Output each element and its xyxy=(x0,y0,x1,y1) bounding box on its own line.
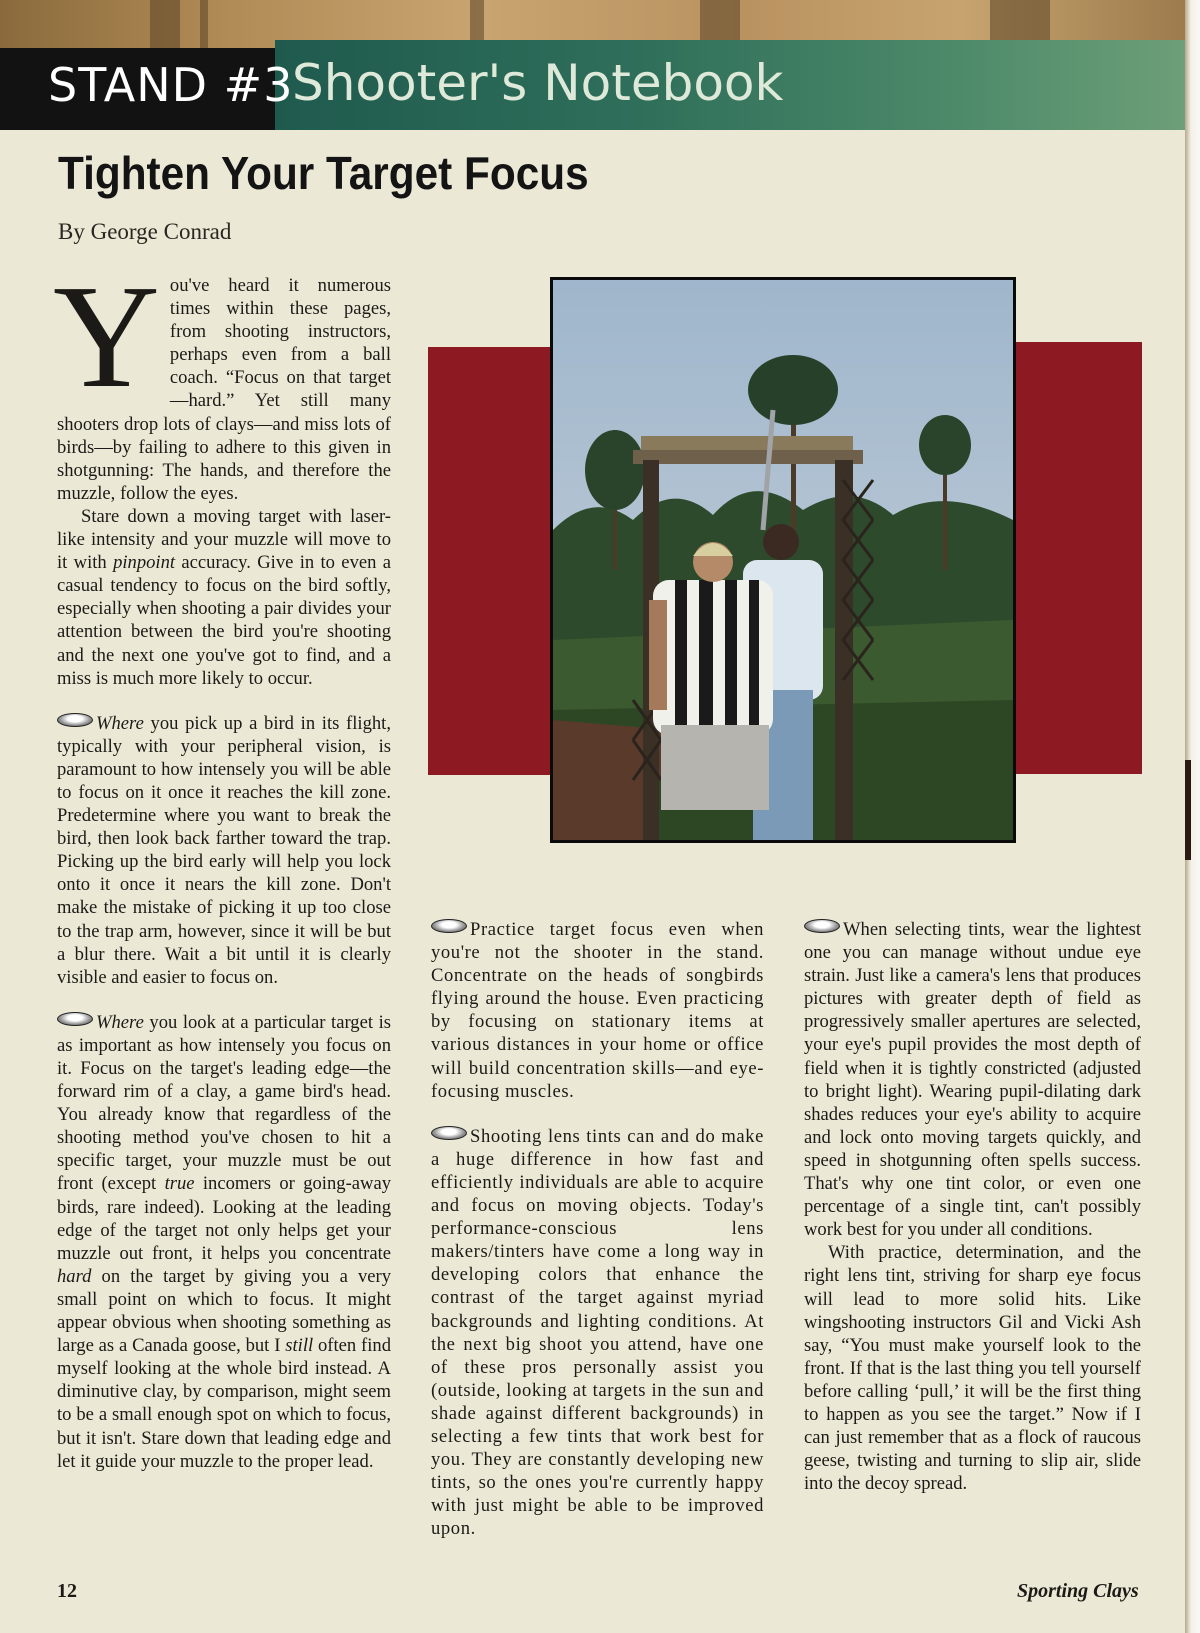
article-title: Tighten Your Target Focus xyxy=(58,147,589,199)
clay-target-icon xyxy=(57,713,93,727)
tip-2-text-b: incomers or going-away birds, rare indeed). Looking at the leading edge of the target not only helps get your muzzle out front, it helps you concentrate xyxy=(57,1173,391,1264)
intro-paragraph-2 xyxy=(57,505,391,690)
clay-target-icon xyxy=(804,919,840,933)
tip-5 xyxy=(804,918,1141,1241)
tip-2-emphasis-2: true xyxy=(164,1173,195,1195)
column-2 xyxy=(431,918,764,1540)
page-number: 12 xyxy=(57,1580,77,1602)
intro-text: ou've heard it numerous times within these pages, from shooting instructors, perhaps even from a ball coach. “Focus on that target—hard.” Yet still many shooters drop lots of clays—and miss lots of birds—by failing to adhere to this given in shotgunning: The hands, and therefore the muzzle, follow the eyes. xyxy=(57,275,391,504)
red-frame-right xyxy=(1010,342,1142,774)
tip-1-text: you pick up a bird in its flight, typically with your peripheral vision, is paramount to how intensely you will be able to focus on it once it reaches the kill zone. Predetermine where you want to break the bird, then look back farther toward the trap. Picking up the bird early will help you lock onto it once it nears the kill zone. Don't make the mistake of picking it up too close to the trap arm, however, since it will be but a blur there. Wait a bit until it is clearly visible and easier to focus on. xyxy=(57,712,391,988)
tip-2-text-d: often find myself looking at the whole bird instead. A diminutive clay, by comparison, might seem to be a small enough spot on which to focus, but it isn't. Stare down that leading edge and let it guide your muzzle to the proper lead. xyxy=(57,1335,392,1472)
tip-3 xyxy=(431,918,764,1103)
red-frame-left xyxy=(428,347,556,775)
clay-target-icon xyxy=(431,1126,467,1140)
intro-2-text-a: Stare down a moving target with laser-like intensity and your muzzle will move to it with xyxy=(57,505,391,574)
closing-paragraph: With practice, determination, and the right lens tint, striving for sharp eye focus will lead to more solid hits. Like wingshooting instructors Gil and Vicki Ash say, “You must make yourself look to the front. If that is the last thing you tell yourself before calling ‘pull,’ it will be the first thing to happen as you see the target.” Now if I can just remember that as a flock of raucous geese, twisting and turning to slip air, slide into the decoy spread. xyxy=(804,1242,1141,1495)
stand-label: STAND #3 xyxy=(48,58,294,112)
tip-5-text: When selecting tints, wear the lightest one you can manage without undue eye strain. Just like a camera's lens that produces pictures with greater depth of field as progressively smaller apertures are selected, your eye's pupil provides the most depth of field when it is tightly constricted (adjusted to bright light). Wearing pupil-dilating dark shades reduces your eye's ability to acquire and lock onto moving targets quickly, and speed in shotgunning often spells success. That's why one tint color, or even one percentage of a single tint, can't possibly work best for you under all conditions. xyxy=(804,919,1141,1241)
tip-3-text: Practice target focus even when you're not the shooter in the stand. Concentrate on the heads of songbirds flying around the house. Even practicing by focusing on stationary items at various distances in your home or office will build concentration skills—and eye-focusing muscles. xyxy=(431,919,764,1102)
tip-2-text-c: on the target by giving you a very small point on which to focus. It might appear obvious when shooting something as large as a Canada goose, but I xyxy=(57,1265,391,1357)
page-edge xyxy=(1185,0,1200,1633)
drop-cap: Y xyxy=(53,255,160,419)
tip-2-emphasis: Where xyxy=(96,1011,144,1033)
column-3 xyxy=(804,918,1141,1495)
tip-2 xyxy=(57,1011,391,1473)
byline: By George Conrad xyxy=(58,219,232,244)
column-1 xyxy=(53,255,392,1473)
clay-target-icon xyxy=(431,919,467,933)
clay-target-icon xyxy=(57,1012,93,1026)
intro-2-text-b: accuracy. Give in to even a casual tendency to focus on the bird softly, especially when shooting a pair divides your attention between the bird you're shooting and the next one you've got to find, and a miss is much more likely to occur. xyxy=(57,552,392,689)
magazine-name: Sporting Clays xyxy=(1017,1580,1139,1602)
tip-2-emphasis-4: still xyxy=(285,1335,314,1357)
intro-paragraph xyxy=(53,255,391,505)
tip-4-text: Shooting lens tints can and do make a huge difference in how fast and efficiently individuals are able to acquire and focus on moving objects. Today's performance-conscious lens makers/tinters have come a long way in developing colors that enhance the contrast of the target against myriad backgrounds and lighting conditions. At the next big shoot you attend, have one of these pros personally assist you (outside, looking at targets in the sun and shade against different backgrounds) in selecting a few tints that work best for you. They are constantly developing new tints, so the ones you're currently happy with just might be able to be improved upon. xyxy=(431,1125,764,1540)
tip-2-text-a: you look at a particular target is as important as how intensely you focus on it. Focus on the target's leading edge—the forward rim of a clay, a game bird's head. You already know that regardless of the shooting method you've chosen to hit a specific target, your muzzle must be out front (except xyxy=(57,1011,391,1195)
intro-2-emphasis: pinpoint xyxy=(113,552,176,574)
tip-4 xyxy=(431,1125,764,1541)
tip-1 xyxy=(57,712,391,989)
tip-1-emphasis: Where xyxy=(96,712,144,734)
section-label: Shooter's Notebook xyxy=(292,54,784,112)
shooters-photo xyxy=(550,277,1016,843)
tip-2-emphasis-3: hard xyxy=(57,1265,92,1287)
